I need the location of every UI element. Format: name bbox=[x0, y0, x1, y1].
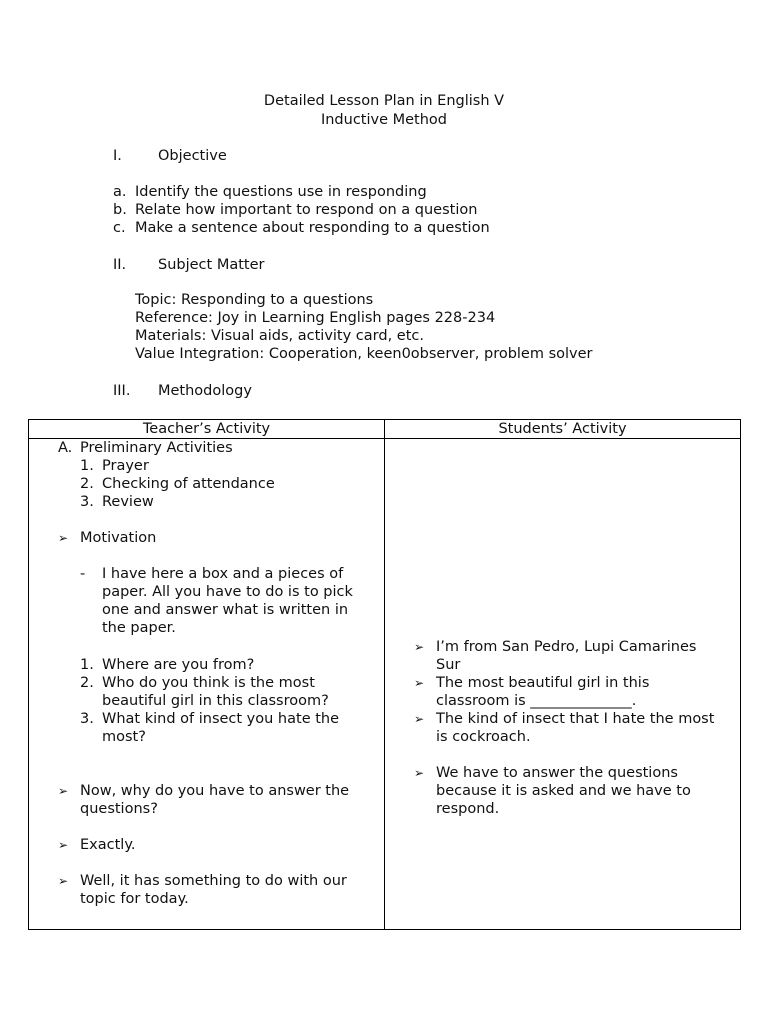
list-marker: 3. bbox=[80, 494, 94, 510]
objective-text: Make a sentence about responding to a question bbox=[135, 220, 490, 236]
section-methodology-heading bbox=[113, 382, 252, 400]
teacher-prompt: Exactly. bbox=[80, 837, 136, 853]
student-answer: Sur bbox=[436, 657, 461, 673]
activity-table bbox=[28, 419, 741, 930]
arrow-bullet-icon: ➢ bbox=[414, 640, 425, 654]
intro-text: one and answer what is written in bbox=[102, 602, 349, 618]
list-marker: 1. bbox=[80, 458, 94, 474]
subject-line: Materials: Visual aids, activity card, etc. bbox=[135, 328, 424, 344]
prelim-label: Preliminary Activities bbox=[80, 440, 233, 456]
objective-text: Relate how important to respond on a question bbox=[135, 202, 478, 218]
objective-item bbox=[113, 219, 490, 237]
section-heading: Methodology bbox=[158, 383, 252, 399]
arrow-bullet-icon: ➢ bbox=[414, 766, 425, 780]
objective-item bbox=[113, 183, 427, 201]
arrow-bullet-icon: ➢ bbox=[58, 874, 69, 888]
list-marker: b. bbox=[113, 202, 127, 218]
arrow-bullet-icon: ➢ bbox=[414, 676, 425, 690]
list-marker: A. bbox=[58, 440, 73, 456]
intro-text: the paper. bbox=[102, 620, 176, 636]
question-text: Who do you think is the most bbox=[102, 675, 315, 691]
question-text: beautiful girl in this classroom? bbox=[102, 693, 329, 709]
objective-item bbox=[113, 201, 477, 219]
list-marker: 2. bbox=[80, 476, 94, 492]
list-marker: 2. bbox=[80, 675, 94, 691]
list-marker: 1. bbox=[80, 657, 94, 673]
objective-text: Identify the questions use in responding bbox=[135, 184, 427, 200]
section-objective-heading bbox=[113, 147, 227, 165]
students-activity-header: Students’ Activity bbox=[385, 420, 741, 439]
teacher-prompt: Well, it has something to do with our bbox=[80, 873, 347, 889]
subject-line: Reference: Joy in Learning English pages 228-234 bbox=[135, 310, 496, 326]
section-subject-heading bbox=[113, 256, 264, 274]
arrow-bullet-icon: ➢ bbox=[58, 784, 69, 798]
student-answer: I’m from San Pedro, Lupi Camarines bbox=[436, 639, 697, 655]
prelim-item: Checking of attendance bbox=[102, 476, 275, 492]
student-answer: The most beautiful girl in this bbox=[436, 675, 650, 691]
table-row bbox=[29, 439, 741, 930]
question-text: most? bbox=[102, 729, 146, 745]
teacher-activity-cell bbox=[29, 439, 385, 930]
page-title: Detailed Lesson Plan in English V bbox=[263, 93, 505, 109]
teacher-prompt: Now, why do you have to answer the bbox=[80, 783, 350, 799]
teacher-activity-header: Teacher’s Activity bbox=[29, 420, 385, 439]
section-numeral: I. bbox=[113, 148, 122, 164]
student-answer: because it is asked and we have to bbox=[436, 783, 691, 799]
student-answer: We have to answer the questions bbox=[436, 765, 678, 781]
student-answer: The kind of insect that I hate the most bbox=[436, 711, 715, 727]
question-text: Where are you from? bbox=[102, 657, 255, 673]
question-text: What kind of insect you hate the bbox=[102, 711, 340, 727]
student-answer: respond. bbox=[436, 801, 500, 817]
students-activity-cell bbox=[385, 439, 741, 930]
prelim-item: Prayer bbox=[102, 458, 149, 474]
section-numeral: III. bbox=[113, 383, 131, 399]
student-answer: is cockroach. bbox=[436, 729, 531, 745]
intro-text: I have here a box and a pieces of bbox=[102, 566, 344, 582]
prelim-item: Review bbox=[102, 494, 154, 510]
table-header-row bbox=[29, 420, 741, 439]
arrow-bullet-icon: ➢ bbox=[414, 712, 425, 726]
list-marker: a. bbox=[113, 184, 127, 200]
arrow-bullet-icon: ➢ bbox=[58, 838, 69, 852]
section-heading: Subject Matter bbox=[158, 257, 265, 273]
teacher-prompt: questions? bbox=[80, 801, 158, 817]
subject-line: Value Integration: Cooperation, keen0observer, problem solver bbox=[135, 346, 593, 362]
section-heading: Objective bbox=[158, 148, 227, 164]
list-marker: c. bbox=[113, 220, 126, 236]
intro-text: paper. All you have to do is to pick bbox=[102, 584, 353, 600]
arrow-bullet-icon: ➢ bbox=[58, 531, 69, 545]
page-subtitle: Inductive Method bbox=[320, 112, 448, 128]
list-marker: 3. bbox=[80, 711, 94, 727]
motivation-label: Motivation bbox=[80, 530, 157, 546]
subject-line: Topic: Responding to a questions bbox=[135, 292, 374, 308]
section-numeral: II. bbox=[113, 257, 127, 273]
teacher-prompt: topic for today. bbox=[80, 891, 189, 907]
dash-bullet: - bbox=[80, 566, 86, 582]
student-answer: classroom is ______________. bbox=[436, 693, 637, 709]
